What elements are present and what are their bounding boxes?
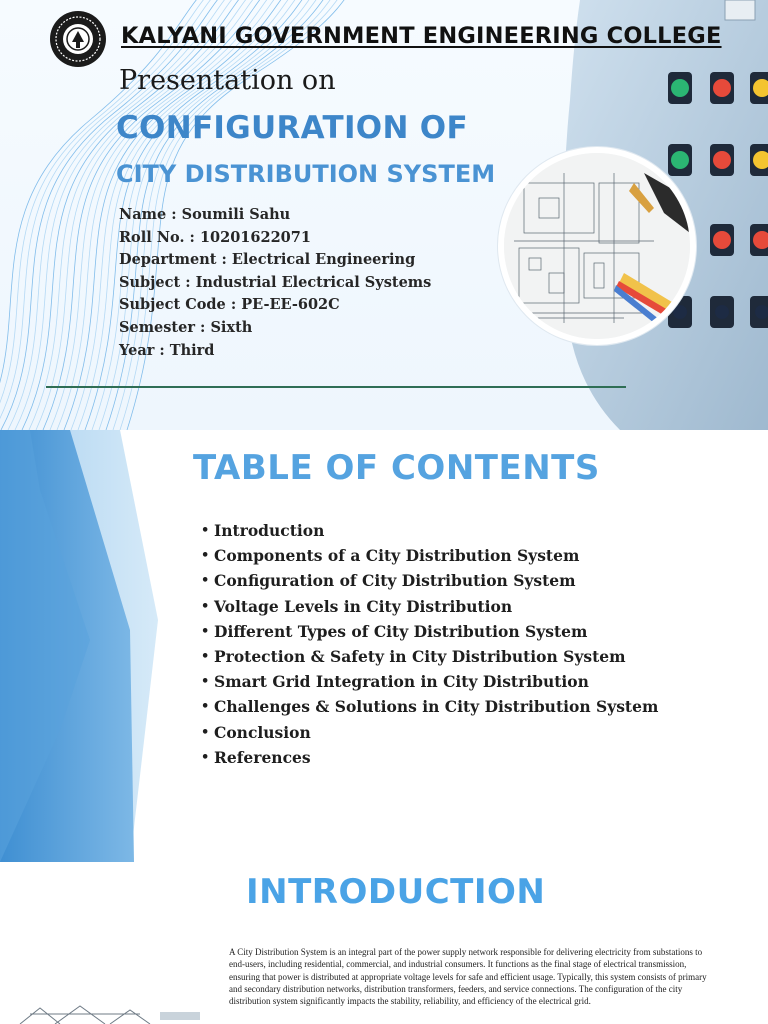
toc-item-label: Challenges & Solutions in City Distribution System [214, 697, 659, 717]
toc-item-label: References [214, 747, 311, 767]
introduction-slide [0, 862, 768, 1024]
detail-subject: Subject : Industrial Electrical Systems [119, 273, 432, 291]
toc-item-label: Different Types of City Distribution System [214, 621, 588, 641]
bullet-icon: • [201, 674, 210, 690]
list-item [201, 568, 658, 593]
toc-list [201, 518, 658, 770]
list-item [201, 669, 658, 694]
detail-department: Department : Electrical Engineering [119, 251, 416, 269]
student-details [119, 204, 431, 362]
bullet-icon: • [201, 699, 210, 715]
blueprint-image [498, 147, 696, 345]
bullet-icon: • [201, 573, 210, 589]
college-logo [50, 11, 106, 67]
introduction-paragraph: A City Distribution System is an integral part of the power supply network responsible for delivering electricity from substations to end-users, including residential, commercial, and industrial consumers. It functions as the final stage of electrical transmission, ensuring that power is distributed at appropriate voltage levels for safe and efficient usage. Typically, this system consists of primary and secondary distribution networks, distribution transformers, feeders, and service connections. The configuration of the city distribution system significantly impacts the stability, reliability, and efficiency of the electrical grid. [229, 947, 707, 1007]
transmission-image [0, 1002, 230, 1024]
toc-item-label: Voltage Levels in City Distribution [214, 596, 513, 616]
title-line-1: CONFIGURATION OF [116, 110, 468, 146]
toc-item-label: Smart Grid Integration in City Distribution [214, 672, 589, 692]
toc-item-label: Conclusion [214, 722, 311, 742]
title-slide [0, 0, 768, 430]
bullet-icon: • [201, 724, 210, 740]
toc-item-label: Introduction [214, 521, 325, 540]
bullet-icon: • [201, 623, 210, 639]
list-item [201, 694, 658, 719]
detail-semester: Semester : Sixth [119, 318, 253, 336]
detail-name: Name : Soumili Sahu [119, 206, 291, 223]
list-item [201, 594, 658, 619]
toc-slide [0, 430, 768, 862]
detail-year: Year : Third [119, 341, 215, 359]
toc-title: TABLE OF CONTENTS [193, 448, 600, 488]
chevron-decoration [0, 430, 170, 862]
detail-subject-code: Subject Code : PE-EE-602C [119, 296, 340, 314]
bullet-icon: • [201, 648, 210, 664]
detail-roll-no: Roll No. : 10201622071 [119, 228, 311, 246]
college-name: KALYANI GOVERNMENT ENGINEERING COLLEGE [121, 23, 722, 49]
list-item [201, 745, 658, 770]
title-line-2: CITY DISTRIBUTION SYSTEM [116, 160, 496, 188]
toc-item-label: Configuration of City Distribution System [214, 571, 576, 591]
divider-line [46, 386, 626, 388]
bullet-icon: • [201, 749, 210, 765]
introduction-title: INTRODUCTION [246, 872, 546, 912]
list-item [201, 543, 658, 568]
toc-item-label: Protection & Safety in City Distribution System [214, 646, 626, 666]
toc-item-label: Components of a City Distribution System [214, 546, 580, 566]
list-item [201, 518, 658, 543]
bullet-icon: • [201, 548, 210, 564]
bullet-icon: • [201, 523, 210, 538]
list-item [201, 619, 658, 644]
bullet-icon: • [201, 598, 210, 614]
list-item [201, 644, 658, 669]
presentation-label: Presentation on [119, 65, 336, 96]
list-item [201, 720, 658, 745]
